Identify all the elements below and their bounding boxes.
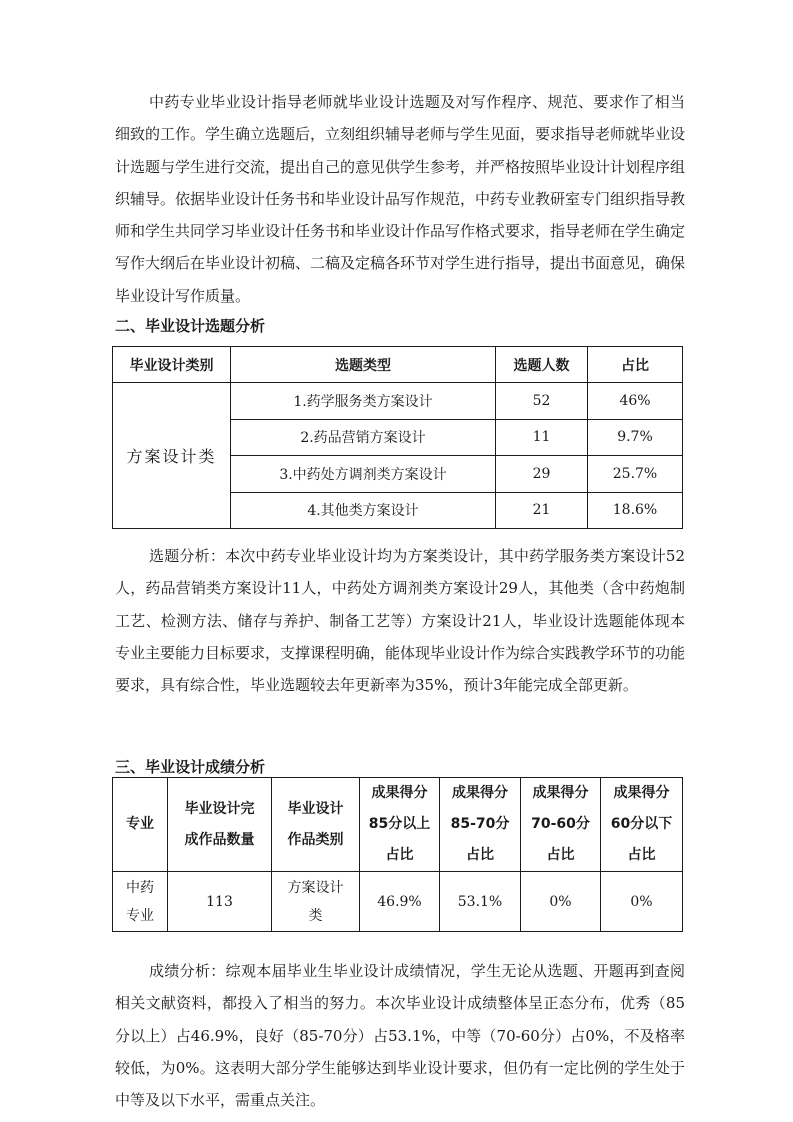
section3-heading: 三、毕业设计成绩分析 bbox=[115, 758, 266, 776]
header-work-category: 毕业设计 作品类别 bbox=[272, 778, 360, 872]
ratio-below-60-cell: 0% bbox=[601, 872, 683, 932]
major-cell: 中药 专业 bbox=[113, 872, 168, 932]
count-cell: 21 bbox=[496, 492, 588, 529]
ratio-cell: 18.6% bbox=[588, 492, 683, 529]
header-score-above-85: 成果得分 85分以上 占比 bbox=[360, 778, 440, 872]
topic-type-cell: 1.药学服务类方案设计 bbox=[231, 383, 496, 420]
section2-heading: 二、毕业设计选题分析 bbox=[115, 317, 266, 335]
header-major: 专业 bbox=[113, 778, 168, 872]
header-completed-count: 毕业设计完 成作品数量 bbox=[168, 778, 272, 872]
count-cell: 29 bbox=[496, 456, 588, 493]
table-row bbox=[113, 383, 683, 420]
header-design-category: 毕业设计类别 bbox=[113, 347, 231, 383]
topic-analysis-table bbox=[112, 346, 683, 529]
score-analysis-paragraph: 成绩分析：综观本届毕业生毕业设计成绩情况，学生无论从选题、开题再到查阅相关文献资料，都投入了相当的努力。本次毕业设计成绩整体呈正态分布，优秀（85分以上）占46.9%，良好（85-70分）占53.1%，中等（70-60分）占0%，不及格率较低，为0%。这表明大部分学生能够达到毕业设计要求，但仍有一定比例的学生处于中等及以下水平，需重点关注。 bbox=[115, 962, 685, 1110]
header-ratio: 占比 bbox=[588, 347, 683, 383]
score-analysis-table bbox=[112, 777, 683, 932]
table-row bbox=[113, 872, 683, 932]
ratio-cell: 25.7% bbox=[588, 456, 683, 493]
header-score-70-60: 成果得分 70-60分 占比 bbox=[521, 778, 601, 872]
ratio-cell: 9.7% bbox=[588, 419, 683, 456]
table-header-row bbox=[113, 347, 683, 383]
topic-analysis-paragraph: 选题分析：本次中药专业毕业设计均为方案类设计，其中药学服务类方案设计52人，药品营销类方案设计11人，中药处方调剂类方案设计29人，其他类（含中药炮制工艺、检测方法、储存与养护、制备工艺等）方案设计21人，毕业设计选题能体现本专业主要能力目标要求，支撑课程明确，能体现毕业设计作为综合实践教学环节的功能要求，具有综合性，毕业选题较去年更新率为35%，预计3年能完成全部更新。 bbox=[115, 547, 686, 695]
table-header-row bbox=[113, 778, 683, 872]
ratio-70-60-cell: 0% bbox=[521, 872, 601, 932]
count-cell: 11 bbox=[496, 419, 588, 456]
header-topic-type: 选题类型 bbox=[231, 347, 496, 383]
topic-type-cell: 2.药品营销方案设计 bbox=[231, 419, 496, 456]
topic-type-cell: 4.其他类方案设计 bbox=[231, 492, 496, 529]
intro-paragraph: 中药专业毕业设计指导老师就毕业设计选题及对写作程序、规范、要求作了相当细致的工作。学生确立选题后，立刻组织辅导老师与学生见面，要求指导老师就毕业设计选题与学生进行交流，提出自己的意见供学生参考，并严格按照毕业设计计划程序组织辅导。依据毕业设计任务书和毕业设计品写作规范，中药专业教研室专门组织指导教师和学生共同学习毕业设计任务书和毕业设计作品写作格式要求，指导老师在学生确定写作大纲后在毕业设计初稿、二稿及定稿各环节对学生进行指导，提出书面意见，确保毕业设计写作质量。 bbox=[115, 93, 686, 305]
category-cell: 方案设计类 bbox=[113, 383, 231, 529]
header-count: 选题人数 bbox=[496, 347, 588, 383]
count-cell: 52 bbox=[496, 383, 588, 420]
ratio-above-85-cell: 46.9% bbox=[360, 872, 440, 932]
ratio-cell: 46% bbox=[588, 383, 683, 420]
ratio-85-70-cell: 53.1% bbox=[440, 872, 521, 932]
header-score-below-60: 成果得分 60分以下 占比 bbox=[601, 778, 683, 872]
topic-type-cell: 3.中药处方调剂类方案设计 bbox=[231, 456, 496, 493]
header-score-85-70: 成果得分 85-70分 占比 bbox=[440, 778, 521, 872]
category-cell: 方案设计 类 bbox=[272, 872, 360, 932]
count-cell: 113 bbox=[168, 872, 272, 932]
